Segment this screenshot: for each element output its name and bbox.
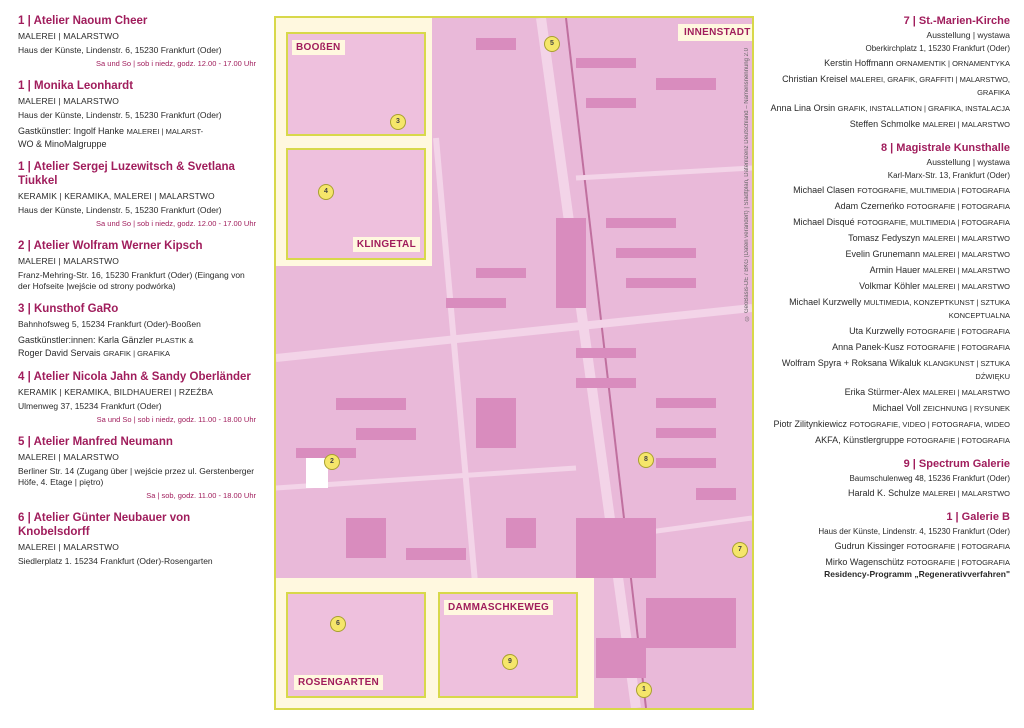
map-marker-2[interactable]: 2 <box>324 454 340 470</box>
artist-name: Kerstin Hoffmann <box>824 58 894 68</box>
inset-panel-top <box>276 18 432 266</box>
artist-row <box>770 434 1010 447</box>
artist-row <box>770 540 1010 553</box>
artist-tag: KLANGKUNST | SZTUKA DŹWIĘKU <box>923 359 1010 381</box>
artist-name: Gudrun Kissinger <box>834 541 905 551</box>
artist-tag: MALEREI, GRAFIK, GRAFFITI | MALARSTWO, GRAFIKA <box>850 75 1010 97</box>
artist-name: Piotr Zilitynkiewicz <box>773 419 848 429</box>
artist-row <box>770 296 1010 322</box>
venue-title: 2 | Atelier Wolfram Werner Kipsch <box>18 240 203 252</box>
artist-row <box>770 57 1010 70</box>
artist-row <box>770 73 1010 99</box>
guest-tag-2: GRAFIK | GRAFIKA <box>103 349 171 358</box>
right-venue-list <box>770 14 1010 590</box>
venue-title: 1 | Galerie B <box>946 511 1010 523</box>
artist-row <box>770 280 1010 293</box>
artist-row <box>770 357 1010 383</box>
map-label-innenstadt: INNENSTADT <box>678 24 754 41</box>
artist-tag: ZEICHNUNG | RYSUNEK <box>923 404 1010 413</box>
venue-discipline: MALEREI | MALARSTWO <box>18 452 119 462</box>
venue-address: Haus der Künste, Lindenstr. 5, 15230 Frankfurt (Oder) <box>18 205 222 215</box>
venue-title: 1 | Atelier Naoum Cheer <box>18 15 148 27</box>
artist-row <box>770 325 1010 338</box>
venue-title: 9 | Spectrum Galerie <box>903 458 1010 470</box>
artist-tag: MULTIMEDIA, KONZEPTKUNST | SZTUKA KONCEPTUALNA <box>863 298 1010 320</box>
guest-name-2: WO & MinoMalgruppe <box>18 139 107 149</box>
artist-tag: FOTOGRAFIE | FOTOGRAFIA <box>906 202 1010 211</box>
artist-row <box>770 341 1010 354</box>
artist-name: Erika Stürmer-Alex <box>844 387 921 397</box>
venue-discipline: MALEREI | MALARSTWO <box>18 542 119 552</box>
inset-label-rosengarten: ROSENGARTEN <box>294 675 383 690</box>
venue-title: 1 | Monika Leonhardt <box>18 80 134 92</box>
artist-name: Michael Kurzwelly <box>789 297 862 307</box>
venue-title: 1 | Atelier Sergej Luzewitsch & Svetlana Tiukkel <box>18 161 235 187</box>
inset-label-boossen: BOOßEN <box>292 40 345 55</box>
artist-name: Evelin Grunemann <box>845 249 921 259</box>
inset-klingetal[interactable] <box>286 148 426 260</box>
city-map[interactable] <box>274 16 754 710</box>
map-marker-5[interactable]: 5 <box>544 36 560 52</box>
artist-tag: MALEREI | MALARSTWO <box>922 120 1010 129</box>
artist-row <box>770 232 1010 245</box>
artist-row <box>770 200 1010 213</box>
venue-title: 7 | St.-Marien-Kirche <box>903 15 1010 27</box>
artist-name: Anna Lina Orsin <box>770 103 836 113</box>
venue-address: Karl-Marx-Str. 13, Frankfurt (Oder) <box>887 171 1010 180</box>
venue-entry <box>18 79 256 150</box>
artist-name: Tomasz Fedyszyn <box>848 233 921 243</box>
venue-address: Haus der Künste, Lindenstr. 4, 15230 Frankfurt (Oder) <box>818 527 1010 536</box>
artist-row <box>770 248 1010 261</box>
map-marker-6[interactable]: 6 <box>330 616 346 632</box>
venue-entry <box>770 457 1010 500</box>
venue-title: 3 | Kunsthof GaRo <box>18 303 119 315</box>
venue-address: Haus der Künste, Lindenstr. 5, 15230 Frankfurt (Oder) <box>18 110 222 120</box>
venue-entry <box>18 160 256 229</box>
inset-label-dammaschkeweg: DAMMASCHKEWEG <box>444 600 553 615</box>
artist-tag: MALEREI | MALARSTWO <box>922 489 1010 498</box>
artist-tag: FOTOGRAFIE | FOTOGRAFIA <box>906 558 1010 567</box>
inset-label-klingetal: KLINGETAL <box>353 237 420 252</box>
venue-discipline: KERAMIK | KERAMIKA, BILDHAUEREI | RZEŹBA <box>18 387 213 397</box>
artist-name: Uta Kurzwelly <box>849 326 905 336</box>
venue-entry <box>770 14 1010 131</box>
guest-tag: MALEREI | MALARST- <box>126 127 204 136</box>
map-marker-8[interactable]: 8 <box>638 452 654 468</box>
venue-discipline: KERAMIK | KERAMIKA, MALEREI | MALARSTWO <box>18 191 215 201</box>
guest-name-2: Roger David Servais <box>18 348 101 358</box>
venue-entry <box>18 239 256 292</box>
venue-address: Franz-Mehring-Str. 16, 15230 Frankfurt (Oder) (Eingang von der Hofseite |wejście od strony podwórka) <box>18 270 245 291</box>
venue-address: Berliner Str. 14 (Zugang über | wejście przez ul. Gerstenberger Höfe, 4. Etage | piętro) <box>18 466 255 487</box>
map-marker-1[interactable]: 1 <box>636 682 652 698</box>
venue-hours: Sa und So | sob i niedz, godz. 11.00 - 18.00 Uhr <box>96 415 256 424</box>
artist-tag: FOTOGRAFIE | FOTOGRAFIA <box>906 436 1010 445</box>
artist-tag: MALEREI | MALARSTWO <box>922 234 1010 243</box>
artist-tag: FOTOGRAFIE, VIDEO | FOTOGRAFIA, WIDEO <box>849 420 1010 429</box>
artist-tag: MALEREI | MALARSTWO <box>922 388 1010 397</box>
artist-row <box>770 386 1010 399</box>
artist-tag: MALEREI | MALARSTWO <box>922 282 1010 291</box>
venue-discipline: MALEREI | MALARSTWO <box>18 96 119 106</box>
artist-tag: FOTOGRAFIE, MULTIMEDIA | FOTOGRAFIA <box>857 186 1010 195</box>
artist-name: Volkmar Köhler <box>859 281 921 291</box>
artist-name: AKFA, Künstlergruppe <box>815 435 905 445</box>
map-marker-3[interactable]: 3 <box>390 114 406 130</box>
artist-row <box>770 184 1010 197</box>
guest-name: Gastkünstler: Ingolf Hanke <box>18 126 125 136</box>
venue-discipline: Ausstellung | wystawa <box>926 157 1010 167</box>
left-venue-list <box>18 14 256 577</box>
venue-address: Siedlerplatz 1. 15234 Frankfurt (Oder)-Rosengarten <box>18 556 213 566</box>
artist-row <box>770 216 1010 229</box>
artist-tag: MALEREI | MALARSTWO <box>922 266 1010 275</box>
artist-name: Mirko Wagenschütz <box>825 557 905 567</box>
venue-discipline: MALEREI | MALARSTWO <box>18 31 119 41</box>
artist-tag: ORNAMENTIK | ORNAMENTYKA <box>895 59 1010 68</box>
map-marker-7[interactable]: 7 <box>732 542 748 558</box>
venue-hours: Sa und So | sob i niedz, godz. 12.00 - 17.00 Uhr <box>96 59 256 68</box>
venue-entry <box>18 14 256 69</box>
artist-row <box>770 118 1010 131</box>
inset-panel-bottom <box>276 578 594 710</box>
venue-entry <box>770 141 1010 447</box>
venue-entry <box>18 435 256 501</box>
artist-name: Steffen Schmolke <box>849 119 921 129</box>
venue-title: 6 | Atelier Günter Neubauer von Knobelsdorff <box>18 512 191 538</box>
residency-note: Residency-Programm „Regenerativverfahren" <box>824 569 1010 579</box>
artist-tag: FOTOGRAFIE, MULTIMEDIA | FOTOGRAFIA <box>857 218 1010 227</box>
artist-row <box>770 487 1010 500</box>
artist-name: Adam Czerneńko <box>834 201 905 211</box>
artist-name: Armin Hauer <box>869 265 921 275</box>
venue-address: Oberkirchplatz 1, 15230 Frankfurt (Oder) <box>865 44 1010 53</box>
venue-title: 5 | Atelier Manfred Neumann <box>18 436 173 448</box>
artist-name: Harald K. Schulze <box>848 488 921 498</box>
venue-title: 4 | Atelier Nicola Jahn & Sandy Oberländer <box>18 371 251 383</box>
venue-entry <box>18 370 256 425</box>
venue-guest <box>18 125 256 150</box>
venue-hours: Sa | sob, godz. 11.00 - 18.00 Uhr <box>146 491 256 500</box>
artist-row <box>770 264 1010 277</box>
guest-tag: PLASTIK & <box>155 336 194 345</box>
artist-tag: FOTOGRAFIE | FOTOGRAFIA <box>906 343 1010 352</box>
artist-row <box>770 402 1010 415</box>
artist-row <box>770 102 1010 115</box>
artist-tag: FOTOGRAFIE | FOTOGRAFIA <box>906 327 1010 336</box>
artist-row <box>770 556 1010 569</box>
venue-guest <box>18 334 256 360</box>
artist-row <box>770 418 1010 431</box>
artist-name: Christian Kreisel <box>782 74 848 84</box>
venue-address: Ulmenweg 37, 15234 Frankfurt (Oder) <box>18 401 162 411</box>
venue-title: 8 | Magistrale Kunsthalle <box>880 142 1010 154</box>
artist-tag: MALEREI | MALARSTWO <box>922 250 1010 259</box>
artist-tag: GRAFIK, INSTALLATION | GRAFIKA, INSTALACJA <box>837 104 1010 113</box>
venue-hours: Sa und So | sob i niedz, godz. 12.00 - 17.00 Uhr <box>96 219 256 228</box>
artist-name: Michael Clasen <box>793 185 855 195</box>
artist-name: Michael Disqué <box>793 217 855 227</box>
venue-discipline: MALEREI | MALARSTWO <box>18 256 119 266</box>
artist-name: Michael Voll <box>872 403 921 413</box>
artist-name: Anna Panek-Kusz <box>832 342 905 352</box>
map-marker-9[interactable]: 9 <box>502 654 518 670</box>
map-credit: © GeoBasis-DE / BKG (Daten verändert) | Stadtplan, Datenlizenz Deutschland – Namensnennung 2.0 <box>744 48 750 321</box>
inset-boossen[interactable] <box>286 32 426 136</box>
venue-address: Haus der Künste, Lindenstr. 6, 15230 Frankfurt (Oder) <box>18 45 222 55</box>
map-marker-4[interactable]: 4 <box>318 184 334 200</box>
artist-name: Wolfram Spyra + Roksana Wikaluk <box>781 358 922 368</box>
venue-entry <box>18 511 256 567</box>
artist-tag: FOTOGRAFIE | FOTOGRAFIA <box>906 542 1010 551</box>
venue-entry <box>18 302 256 360</box>
guest-name: Gastkünstler:innen: Karla Gänzler <box>18 335 154 345</box>
inset-dammaschkeweg[interactable] <box>438 592 578 698</box>
venue-entry <box>770 510 1010 580</box>
venue-address: Bahnhofsweg 5, 15234 Frankfurt (Oder)-Booßen <box>18 319 201 329</box>
inset-rosengarten[interactable] <box>286 592 426 698</box>
venue-address: Baumschulenweg 48, 15236 Frankfurt (Oder) <box>849 474 1010 483</box>
venue-discipline: Ausstellung | wystawa <box>926 30 1010 40</box>
